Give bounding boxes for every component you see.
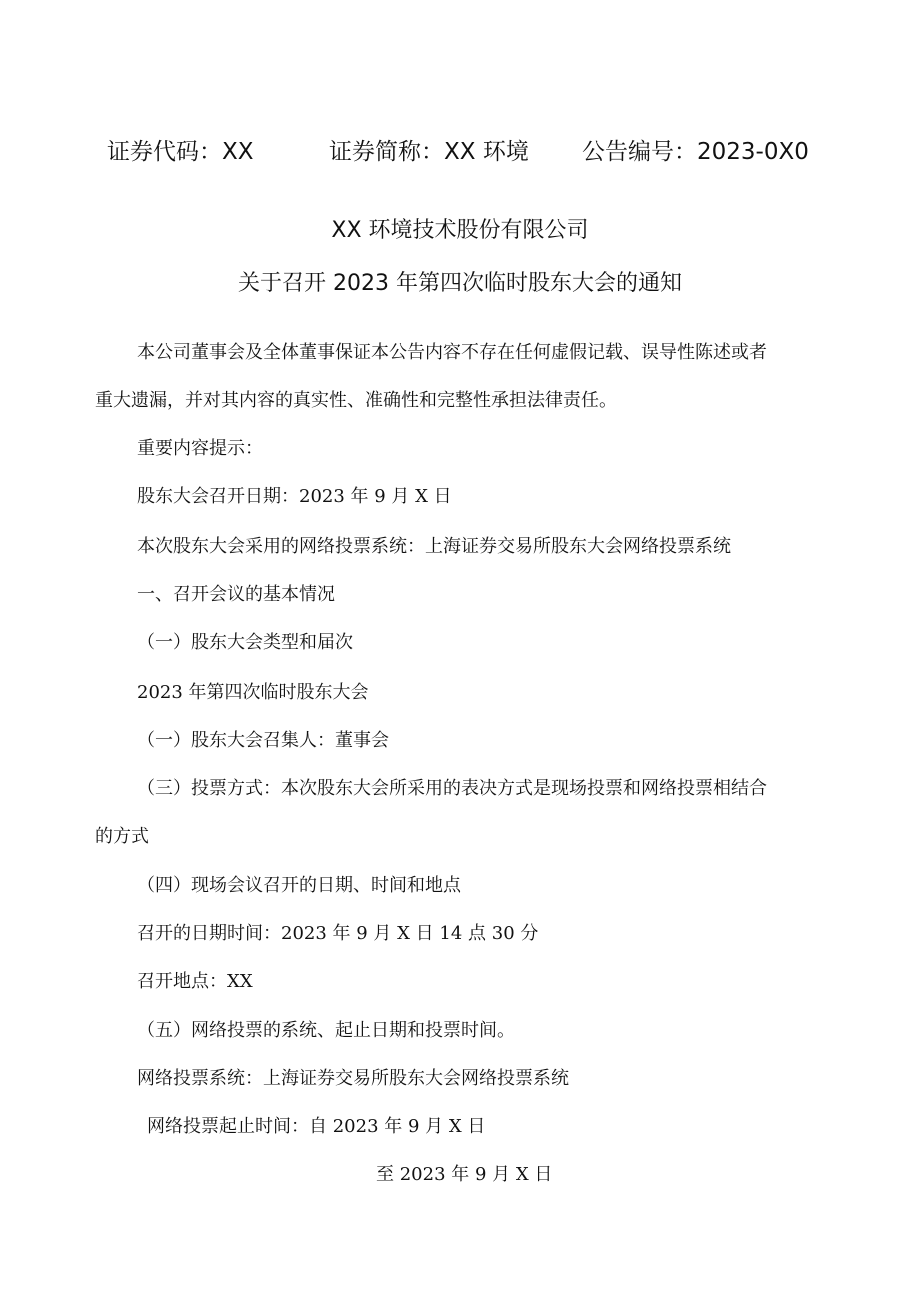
document-header <box>0 133 920 169</box>
statement-line-2: 重大遗漏，并对其内容的真实性、准确性和完整性承担法律责任。 <box>95 390 617 411</box>
item-3-line-2: 的方式 <box>95 826 149 847</box>
voting-system: 本次股东大会采用的网络投票系统：上海证券交易所股东大会网络投票系统 <box>137 536 731 557</box>
item-5-heading: （五）网络投票的系统、起止日期和投票时间。 <box>137 1020 515 1041</box>
statement-line-1: 本公司董事会及全体董事保证本公告内容不存在任何虚假记载、误导性陈述或者 <box>137 342 767 363</box>
item-5-end: 至 2023 年 9 月 X 日 <box>376 1164 553 1185</box>
item-2: （一）股东大会召集人：董事会 <box>137 730 389 751</box>
item-1-heading: （一）股东大会类型和届次 <box>137 632 353 653</box>
stock-short-name: 证券简称：XX 环境 <box>329 139 529 165</box>
item-5-start: 网络投票起止时间：自 2023 年 9 月 X 日 <box>147 1116 486 1137</box>
item-4-place: 召开地点：XX <box>137 971 253 992</box>
announcement-number: 公告编号：2023-0X0 <box>582 139 809 165</box>
item-5-system: 网络投票系统：上海证券交易所股东大会网络投票系统 <box>137 1068 569 1089</box>
item-3-line-1: （三）投票方式：本次股东大会所采用的表决方式是现场投票和网络投票相结合 <box>137 778 767 799</box>
item-4-heading: （四）现场会议召开的日期、时间和地点 <box>137 875 461 896</box>
stock-code: 证券代码：XX <box>107 139 254 165</box>
meeting-date: 股东大会召开日期：2023 年 9 月 X 日 <box>137 486 452 507</box>
company-name: XX 环境技术股份有限公司 <box>331 218 589 243</box>
item-1-value: 2023 年第四次临时股东大会 <box>137 682 369 703</box>
key-points-label: 重要内容提示： <box>137 438 263 459</box>
notice-title: 关于召开 2023 年第四次临时股东大会的通知 <box>238 271 682 296</box>
section-1-heading: 一、召开会议的基本情况 <box>137 584 335 605</box>
item-4-time: 召开的日期时间：2023 年 9 月 X 日 14 点 30 分 <box>137 923 539 944</box>
